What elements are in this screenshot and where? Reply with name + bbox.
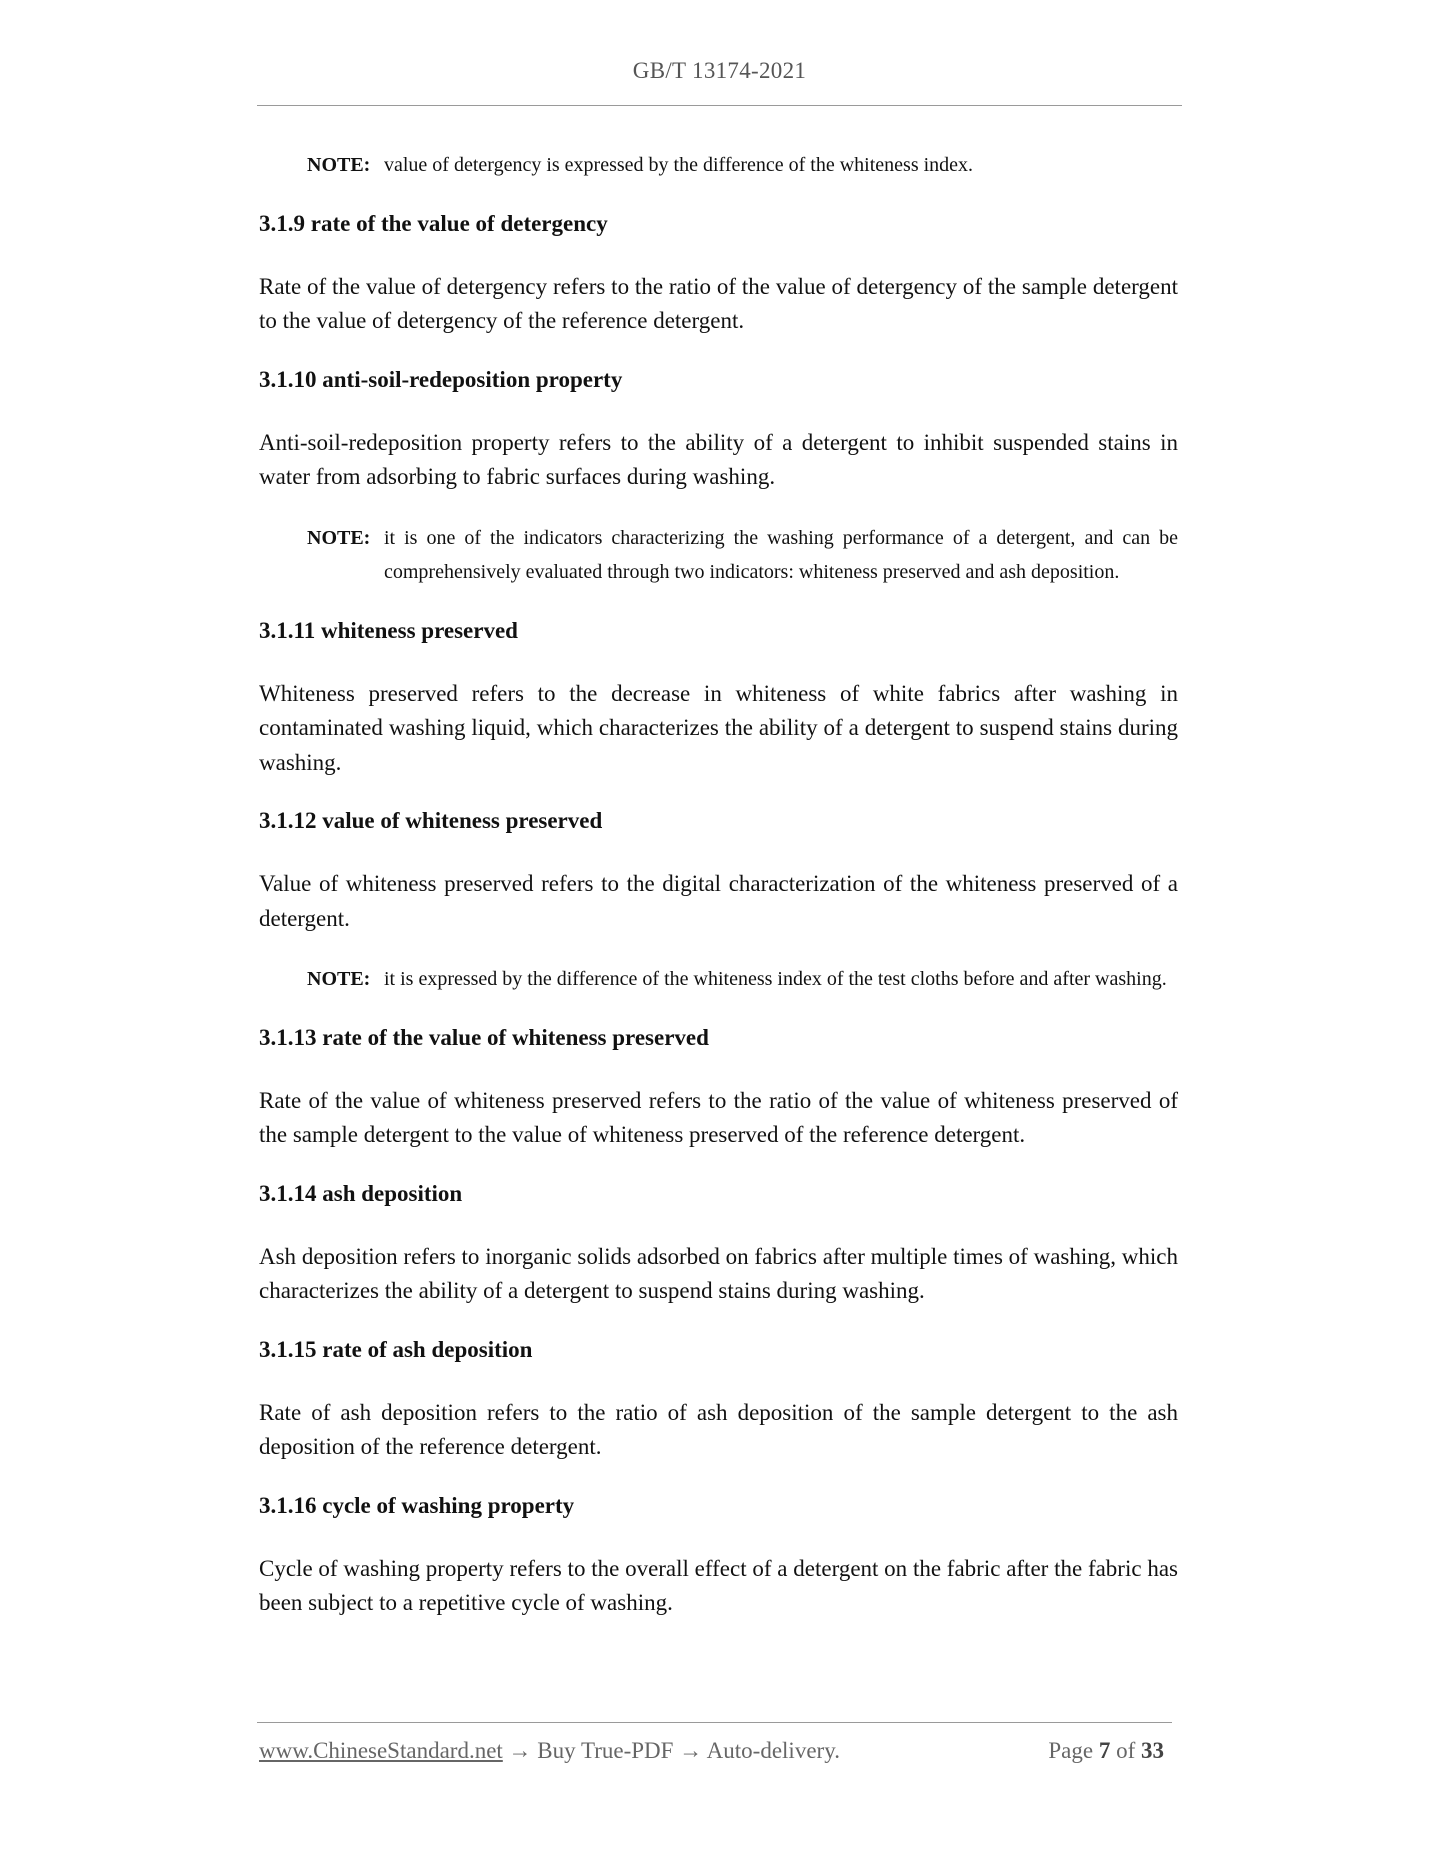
section-heading-3-1-9: 3.1.9 rate of the value of detergency (259, 210, 608, 236)
definition-3-1-10: Anti-soil-redeposition property refers to the ability of a detergent to inhibit suspended stains in water from adsorbing to fabric surfaces during washing. (259, 429, 1178, 489)
arrow-right-icon: → (508, 1738, 532, 1763)
section-heading-3-1-16: 3.1.16 cycle of washing property (259, 1492, 575, 1518)
page-word: Page (1048, 1738, 1094, 1763)
definition-3-1-13: Rate of the value of whiteness preserved refers to the ratio of the value of whiteness preserved of the sample detergent to the value of whiteness preserved of the reference detergent. (259, 1087, 1178, 1147)
definition-3-1-11: Whiteness preserved refers to the decrease in whiteness of white fabrics after washing in contaminated washing liquid, which characterizes the ability of a detergent to suspend stains during washing. (259, 680, 1178, 775)
footer-divider (257, 1722, 1172, 1723)
note-text: it is one of the indicators characterizing the washing performance of a detergent, and can be comprehensively evaluated through two indicators: whiteness preserved and ash deposition. (384, 526, 1178, 583)
note-text: value of detergency is expressed by the difference of the whiteness index. (384, 154, 974, 176)
page-number (1048, 1738, 1164, 1764)
note-whiteness-value (307, 962, 1178, 997)
note-detergency (307, 148, 1178, 183)
definition-3-1-9: Rate of the value of detergency refers to the ratio of the value of detergency of the sample detergent to the value of detergency of the reference detergent. (259, 273, 1178, 333)
section-heading-3-1-13: 3.1.13 rate of the value of whiteness preserved (259, 1024, 709, 1050)
document-body (259, 148, 1178, 1647)
arrow-right-icon: → (679, 1738, 703, 1763)
of-word: of (1116, 1738, 1136, 1763)
definition-3-1-15: Rate of ash deposition refers to the ratio of ash deposition of the sample detergent to the ash deposition of the reference detergent. (259, 1399, 1178, 1459)
note-anti-soil-redeposition (307, 521, 1178, 590)
header-divider (257, 105, 1182, 106)
section-heading-3-1-15: 3.1.15 rate of ash deposition (259, 1336, 533, 1362)
page-header: GB/T 13174-2021 (632, 58, 807, 83)
auto-delivery-text: Auto-delivery. (706, 1738, 840, 1763)
footer-promo (259, 1738, 840, 1764)
page-current: 7 (1098, 1738, 1111, 1763)
buy-true-pdf-text: Buy True-PDF (537, 1738, 674, 1763)
section-heading-3-1-14: 3.1.14 ash deposition (259, 1180, 463, 1206)
definition-3-1-16: Cycle of washing property refers to the overall effect of a detergent on the fabric after the fabric has been subject to a repetitive cycle of washing. (259, 1555, 1178, 1615)
section-heading-3-1-12: 3.1.12 value of whiteness preserved (259, 808, 603, 833)
definition-3-1-14: Ash deposition refers to inorganic solids adsorbed on fabrics after multiple times of washing, which characterizes the ability of a detergent to suspend stains during washing. (259, 1243, 1178, 1303)
site-link[interactable]: www.ChineseStandard.net (259, 1738, 503, 1763)
note-text: it is expressed by the difference of the whiteness index of the test cloths before and after washing. (384, 968, 1167, 990)
page-total: 33 (1141, 1738, 1164, 1763)
section-heading-3-1-10: 3.1.10 anti-soil-redeposition property (259, 366, 623, 392)
note-label: NOTE: (307, 154, 371, 176)
note-label: NOTE: (307, 968, 371, 990)
note-label: NOTE: (307, 526, 371, 549)
section-heading-3-1-11: 3.1.11 whiteness preserved (259, 617, 518, 643)
definition-3-1-12: Value of whiteness preserved refers to the digital characterization of the whiteness preserved of a detergent. (259, 871, 1178, 931)
